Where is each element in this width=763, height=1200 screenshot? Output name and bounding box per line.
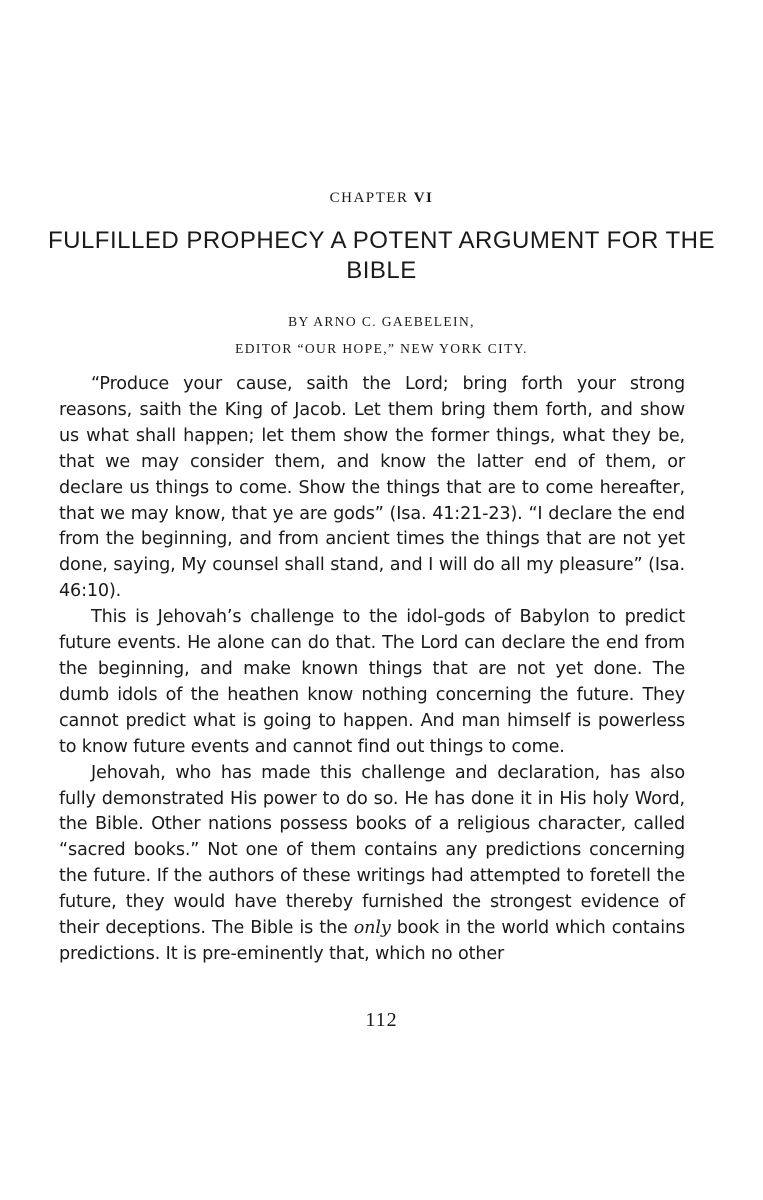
page-number: 112	[365, 1009, 398, 1031]
paragraph-3	[59, 761, 685, 968]
chapter-heading	[0, 190, 763, 207]
chapter-body	[59, 372, 685, 968]
chapter-label-text: CHAPTER	[329, 190, 409, 206]
author-byline: BY ARNO C. GAEBELEIN,	[288, 314, 475, 329]
paragraph-1: “Produce your cause, saith the Lord; bring forth your strong reasons, saith the King of Jacob. Let them bring them forth, and show us what shall happen; let them show the former things, what they be, that we may consider them, and know the latter end of them, or declare us things to come. Show the things that are to come hereafter, that we may know, that ye are gods” (Isa. 41:21-23). “I declare the end from the beginning, and from ancient times the things that are not yet done, saying, My counsel shall stand, and I will do all my pleasure” (Isa. 46:10).	[59, 374, 685, 602]
emphasized-word: only	[353, 918, 391, 939]
paragraph-3-text-after: book in the world which contains predictions. It is pre-eminently that, which no other	[59, 918, 685, 964]
author-affiliation: EDITOR “OUR HOPE,” NEW YORK CITY.	[235, 341, 528, 356]
chapter-number: VI	[413, 190, 434, 206]
paragraph-3-text-before: Jehovah, who has made this challenge and declaration, has also fully demonstrated His power to do so. He has done it in His holy Word, the Bible. Other nations possess books of a religious character, called “sacred books.” Not one of them contains any predictions concerning the future. If the authors of these writings had attempted to foretell the future, they would have thereby furnished the strongest evidence of their deceptions. The Bible is the	[59, 762, 685, 939]
chapter-title: FULFILLED PROPHECY A POTENT ARGUMENT FOR THE BIBLE	[47, 227, 716, 284]
paragraph-2: This is Jehovah’s challenge to the idol-gods of Babylon to predict future events. He alone can do that. The Lord can declare the end from the beginning, and make known things that are not yet done. The dumb idols of the heathen know nothing concerning the future. They cannot predict what is going to happen. And man himself is powerless to know future events and cannot find out things to come.	[59, 607, 685, 757]
